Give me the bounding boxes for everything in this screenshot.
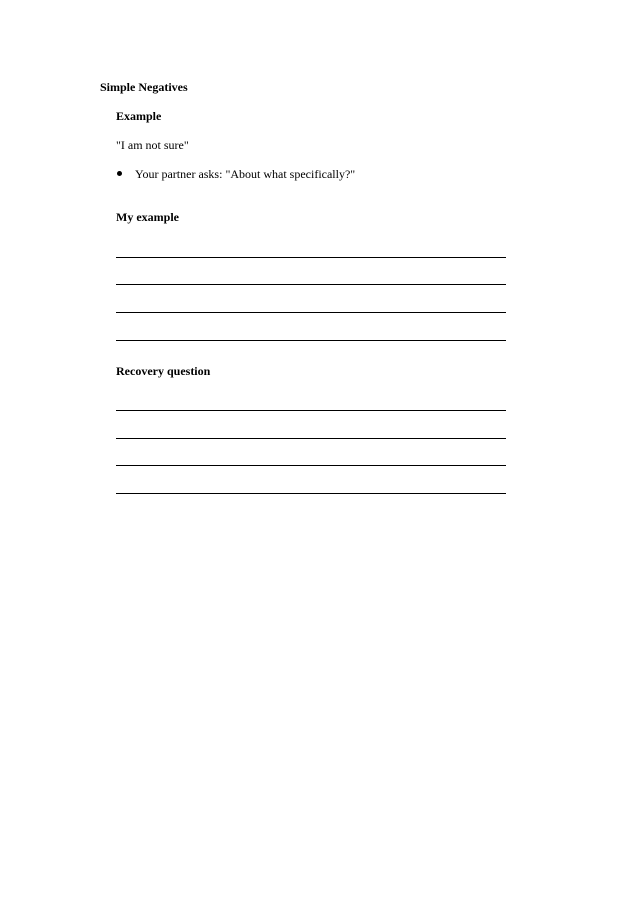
recovery-question-writing-line-4 <box>116 493 506 494</box>
my-example-writing-line-4 <box>116 340 506 341</box>
recovery-question-writing-line-3 <box>116 465 506 466</box>
my-example-writing-line-1 <box>116 257 506 258</box>
recovery-question-writing-line-1 <box>116 410 506 411</box>
bullet-icon <box>117 171 122 176</box>
example-bullet-text: Your partner asks: "About what specifically?" <box>135 167 356 181</box>
my-example-writing-line-2 <box>116 284 506 285</box>
recovery-question-writing-line-2 <box>116 438 506 439</box>
example-quote: "I am not sure" <box>116 138 189 152</box>
recovery-question-heading: Recovery question <box>116 364 211 378</box>
example-heading: Example <box>116 109 162 123</box>
my-example-writing-line-3 <box>116 312 506 313</box>
my-example-heading: My example <box>116 210 179 224</box>
section-title: Simple Negatives <box>100 80 188 94</box>
